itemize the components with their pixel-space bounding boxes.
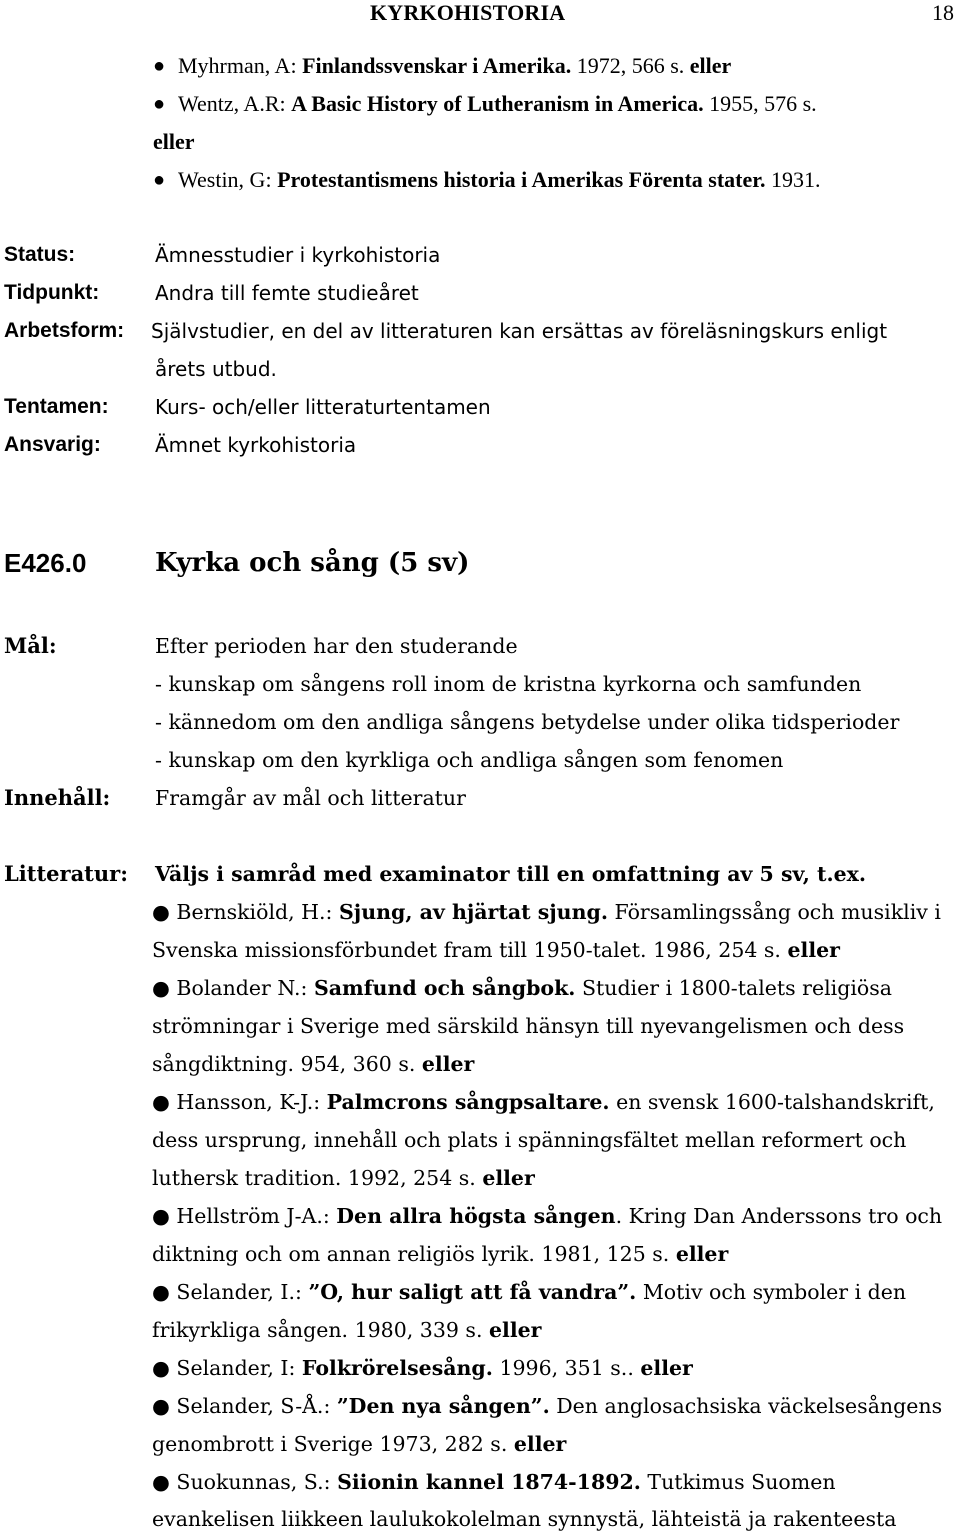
literature-desc: Tutkimus Suomen <box>640 1470 836 1494</box>
bullet-icon: ● <box>152 1090 177 1114</box>
literature-desc: en svensk 1600-talshandskrift, <box>609 1090 935 1114</box>
literature-desc: Församlingssång och musikliv i <box>607 900 941 924</box>
ansvarig-label: Ansvarig: <box>4 433 101 456</box>
literature-item-continuation <box>152 1500 896 1538</box>
literature-item-continuation <box>152 1045 474 1083</box>
reference-details: 1972, 566 s. <box>571 53 690 78</box>
reference-author: Westin, G: <box>178 167 278 192</box>
bullet-icon: ● <box>152 1470 177 1494</box>
literature-title: Samfund och sångbok. <box>313 976 576 1000</box>
mal-line: - kunskap om den kyrkliga och andliga sången som fenomen <box>155 748 784 772</box>
literature-eller: eller <box>675 1242 729 1266</box>
bullet-icon: ● <box>152 1280 177 1304</box>
literature-title: Sjung, av hjärtat sjung. <box>338 900 608 924</box>
reference-title: A Basic History of Lutheranism in America. <box>291 91 704 116</box>
literature-eller: eller <box>513 1432 567 1456</box>
literature-author: Selander, I: <box>176 1356 302 1380</box>
literature-title: ”O, hur saligt att få vandra”. <box>308 1280 637 1304</box>
literature-item-continuation <box>152 1159 535 1197</box>
bullet-icon: ● <box>152 976 177 1000</box>
literature-title: Den allra högsta sången <box>336 1204 616 1228</box>
tentamen-value: Kurs- och/eller litteraturtentamen <box>155 395 491 419</box>
literature-item <box>152 893 941 931</box>
literature-author: Selander, S-Å.: <box>176 1394 337 1418</box>
innehall-label: Innehåll: <box>4 785 111 810</box>
literature-author: Bernskiöld, H.: <box>176 900 339 924</box>
literature-item <box>152 1349 693 1387</box>
literature-item-continuation <box>152 931 840 969</box>
literature-item <box>152 969 892 1007</box>
literature-eller: eller <box>787 938 840 962</box>
literature-eller: eller <box>482 1166 535 1190</box>
literature-eller: eller <box>640 1356 693 1380</box>
literature-item-continuation <box>152 1007 904 1045</box>
bullet-icon: ● <box>153 55 166 77</box>
literature-item-continuation <box>152 1311 541 1349</box>
literature-item <box>152 1387 942 1425</box>
bullet-icon: ● <box>152 1356 177 1380</box>
literature-author: Suokunnas, S.: <box>176 1470 338 1494</box>
tidpunkt-label: Tidpunkt: <box>4 281 100 304</box>
mal-line: Efter perioden har den studerande <box>155 634 518 658</box>
arbetsform-value-continued: årets utbud. <box>155 357 277 381</box>
reference-title: Finlandssvenskar i Amerika. <box>302 53 572 78</box>
reference-author: Wentz, A.R: <box>178 91 292 116</box>
reference-author: Myhrman, A: <box>178 53 303 78</box>
reference-title: Protestantismens historia i Amerikas Förenta stater. <box>277 167 766 192</box>
literature-item <box>152 1197 942 1235</box>
innehall-value: Framgår av mål och litteratur <box>155 786 466 810</box>
literature-author: Selander, I.: <box>176 1280 309 1304</box>
bullet-icon: ● <box>153 93 166 115</box>
mal-line: - kunskap om sångens roll inom de kristna kyrkorna och samfunden <box>155 672 862 696</box>
literature-desc: frikyrkliga sången. 1980, 339 s. <box>152 1318 489 1342</box>
literature-desc: dess ursprung, innehåll och plats i spänningsfältet mellan reformert och <box>152 1128 907 1152</box>
literature-item <box>152 1463 836 1501</box>
literature-desc: Studier i 1800-talets religiösa <box>575 976 892 1000</box>
mal-line: - kännedom om den andliga sångens betydelse under olika tidsperioder <box>155 710 900 734</box>
literature-item-continuation <box>152 1235 728 1273</box>
literature-desc: diktning och om annan religiös lyrik. 1981, 125 s. <box>152 1242 676 1266</box>
arbetsform-label: Arbetsform: <box>4 319 125 342</box>
literature-title: Folkrörelsesång. <box>301 1356 493 1380</box>
literature-author: Hellström J-A.: <box>176 1204 337 1228</box>
literature-desc: Den anglosachsiska väckelsesångens <box>549 1394 943 1418</box>
status-label: Status: <box>4 243 76 266</box>
reference-details: 1931. <box>765 167 821 192</box>
literature-title: ”Den nya sången”. <box>336 1394 550 1418</box>
literature-desc: luthersk tradition. 1992, 254 s. <box>152 1166 483 1190</box>
status-value: Ämnesstudier i kyrkohistoria <box>155 243 441 267</box>
literature-eller: eller <box>421 1052 475 1076</box>
literature-author: Hansson, K-J.: <box>176 1090 327 1114</box>
literature-desc: Svenska missionsförbundet fram till 1950-talet. 1986, 254 s. <box>152 938 788 962</box>
reference-eller: eller <box>153 129 195 154</box>
reference-eller: eller <box>689 53 732 78</box>
page-number: 18 <box>932 0 954 25</box>
course-title: Kyrka och sång (5 sv) <box>155 548 470 578</box>
literature-item <box>152 1273 906 1311</box>
mal-label: Mål: <box>4 633 57 658</box>
literature-desc: sångdiktning. 954, 360 s. <box>152 1052 422 1076</box>
literature-title: Palmcrons sångpsaltare. <box>326 1090 610 1114</box>
bullet-icon: ● <box>153 169 166 191</box>
reference-details: 1955, 576 s. <box>703 91 817 116</box>
litteratur-label: Litteratur: <box>4 861 128 886</box>
bullet-icon: ● <box>152 1204 177 1228</box>
bullet-icon: ● <box>152 900 177 924</box>
literature-item <box>152 1083 935 1121</box>
arbetsform-value: Självstudier, en del av litteraturen kan ersättas av föreläsningskurs enligt <box>151 319 888 343</box>
course-code: E426.0 <box>4 548 87 578</box>
literature-item-continuation <box>152 1121 906 1159</box>
literature-title: Siionin kannel 1874-1892. <box>337 1470 641 1494</box>
literature-desc: Motiv och symboler i den <box>636 1280 907 1304</box>
tidpunkt-value: Andra till femte studieåret <box>155 281 419 305</box>
running-header-title: KYRKOHISTORIA <box>370 0 566 25</box>
literature-eller: eller <box>488 1318 542 1342</box>
bullet-icon: ● <box>152 1394 177 1418</box>
tentamen-label: Tentamen: <box>4 395 109 418</box>
literature-desc: genombrott i Sverige 1973, 282 s. <box>152 1432 514 1456</box>
literature-item-continuation <box>152 1425 566 1463</box>
literature-author: Bolander N.: <box>176 976 314 1000</box>
literature-desc: evankelisen liikkeen laulukokolelman synnystä, lähteistä ja rakenteesta <box>152 1507 897 1531</box>
ansvarig-value: Ämnet kyrkohistoria <box>155 433 357 457</box>
literature-desc: . Kring Dan Anderssons tro och <box>615 1204 943 1228</box>
litteratur-intro: Väljs i samråd med examinator till en omfattning av 5 sv, t.ex. <box>155 862 867 886</box>
literature-desc: strömningar i Sverige med särskild hänsyn till nyevangelismen och dess <box>152 1014 905 1038</box>
literature-desc: 1996, 351 s.. <box>492 1356 641 1380</box>
